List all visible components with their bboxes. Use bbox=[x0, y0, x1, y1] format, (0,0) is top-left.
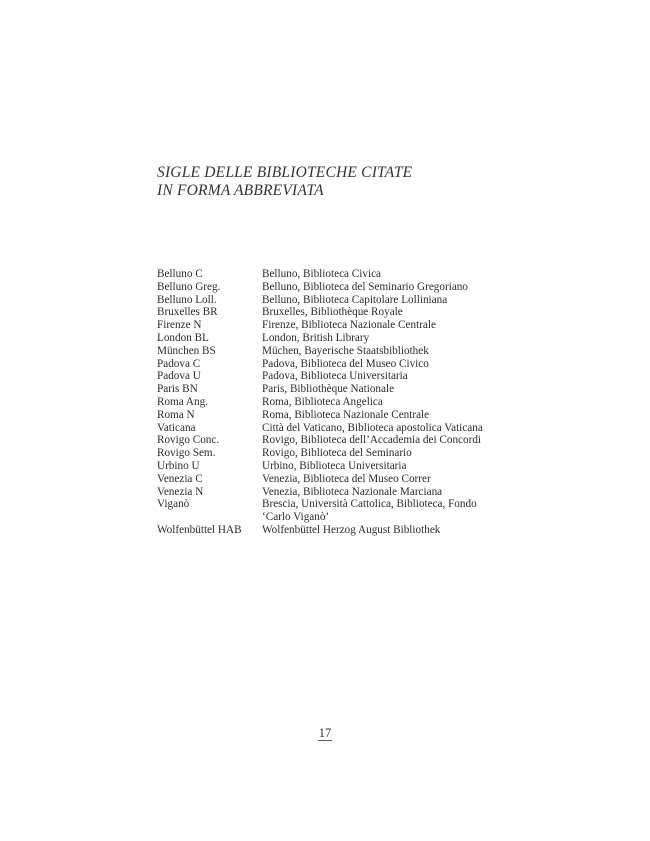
library-abbreviation: Wolfenbüttel HAB bbox=[157, 523, 242, 536]
library-abbreviation: Venezia N bbox=[157, 485, 204, 498]
page-number bbox=[0, 726, 650, 741]
library-full-name: Belluno, Biblioteca Capitolare Lolliniana bbox=[262, 293, 448, 306]
library-abbreviation: Belluno Greg. bbox=[157, 280, 221, 293]
library-abbreviation: Bruxelles BR bbox=[157, 306, 218, 319]
list-item bbox=[157, 434, 497, 447]
library-full-name: Brescia, Università Cattolica, Biblioteca, Fondo ‘Carlo Viganò’ bbox=[262, 498, 477, 524]
library-abbreviation: Firenze N bbox=[157, 319, 202, 332]
library-full-name: Belluno, Biblioteca del Seminario Gregoriano bbox=[262, 280, 468, 293]
library-full-name: Venezia, Biblioteca del Museo Correr bbox=[262, 472, 431, 485]
library-full-name: Rovigo, Biblioteca del Seminario bbox=[262, 447, 412, 460]
list-item bbox=[157, 345, 497, 358]
library-abbreviation: Rovigo Conc. bbox=[157, 434, 220, 447]
library-full-name: Wolfenbüttel Herzog August Bibliothek bbox=[262, 523, 441, 536]
library-full-name: Bruxelles, Bibliothèque Royale bbox=[262, 306, 403, 319]
library-full-name: Müchen, Bayerische Staatsbibliothek bbox=[262, 344, 429, 357]
library-full-name: Città del Vaticano, Biblioteca apostolica Vaticana bbox=[262, 421, 483, 434]
page-title-line-1: SIGLE DELLE BIBLIOTECHE CITATE bbox=[157, 164, 413, 181]
list-item bbox=[157, 447, 497, 460]
library-full-name: London, British Library bbox=[262, 331, 370, 344]
list-item bbox=[157, 370, 497, 383]
library-abbreviation: Venezia C bbox=[157, 472, 203, 485]
list-item bbox=[157, 306, 497, 319]
library-full-name: Padova, Biblioteca del Museo Civico bbox=[262, 357, 429, 370]
list-item bbox=[157, 383, 497, 396]
library-abbreviation: Belluno Loll. bbox=[157, 293, 217, 306]
page-number-value: 17 bbox=[318, 726, 332, 740]
library-abbreviation: Roma N bbox=[157, 408, 195, 421]
list-item bbox=[157, 358, 497, 371]
list-item bbox=[157, 319, 497, 332]
list-item bbox=[157, 460, 497, 473]
list-item bbox=[157, 281, 497, 294]
list-item bbox=[157, 524, 497, 537]
library-abbreviation: Roma Ang. bbox=[157, 395, 208, 408]
library-full-name: Venezia, Biblioteca Nazionale Marciana bbox=[262, 485, 443, 498]
library-full-name: Belluno, Biblioteca Civica bbox=[262, 268, 381, 280]
library-full-name: Urbino, Biblioteca Universitaria bbox=[262, 459, 407, 472]
library-full-name: Roma, Biblioteca Nazionale Centrale bbox=[262, 408, 430, 421]
library-abbreviation: München BS bbox=[157, 344, 216, 357]
library-abbreviation: Vaticana bbox=[157, 421, 196, 434]
list-item bbox=[157, 268, 497, 281]
page-title bbox=[157, 164, 412, 200]
list-item bbox=[157, 486, 497, 499]
library-abbreviation: Urbino U bbox=[157, 459, 200, 472]
library-full-name: Roma, Biblioteca Angelica bbox=[262, 395, 383, 408]
library-abbreviation: Rovigo Sem. bbox=[157, 447, 216, 460]
library-full-name: Paris, Bibliothèque Nationale bbox=[262, 383, 395, 396]
list-item bbox=[157, 498, 497, 524]
library-abbreviation: Padova C bbox=[157, 357, 201, 370]
page-title-line-2: IN FORMA ABBREVIATA bbox=[157, 182, 324, 199]
library-full-name: Padova, Biblioteca Universitaria bbox=[262, 370, 408, 383]
library-full-name: Firenze, Biblioteca Nazionale Centrale bbox=[262, 319, 436, 332]
library-full-name: Rovigo, Biblioteca dell’Accademia dei Concordi bbox=[262, 434, 482, 447]
library-abbreviation: Paris BN bbox=[157, 383, 198, 396]
list-item bbox=[157, 473, 497, 486]
library-abbreviation: Belluno C bbox=[157, 268, 203, 280]
list-item bbox=[157, 294, 497, 307]
list-item bbox=[157, 396, 497, 409]
library-abbreviation-list bbox=[157, 268, 497, 537]
list-item bbox=[157, 332, 497, 345]
library-abbreviation: London BL bbox=[157, 331, 209, 344]
list-item bbox=[157, 409, 497, 422]
list-item bbox=[157, 422, 497, 435]
library-abbreviation: Padova U bbox=[157, 370, 201, 383]
library-abbreviation: Viganò bbox=[157, 498, 190, 511]
